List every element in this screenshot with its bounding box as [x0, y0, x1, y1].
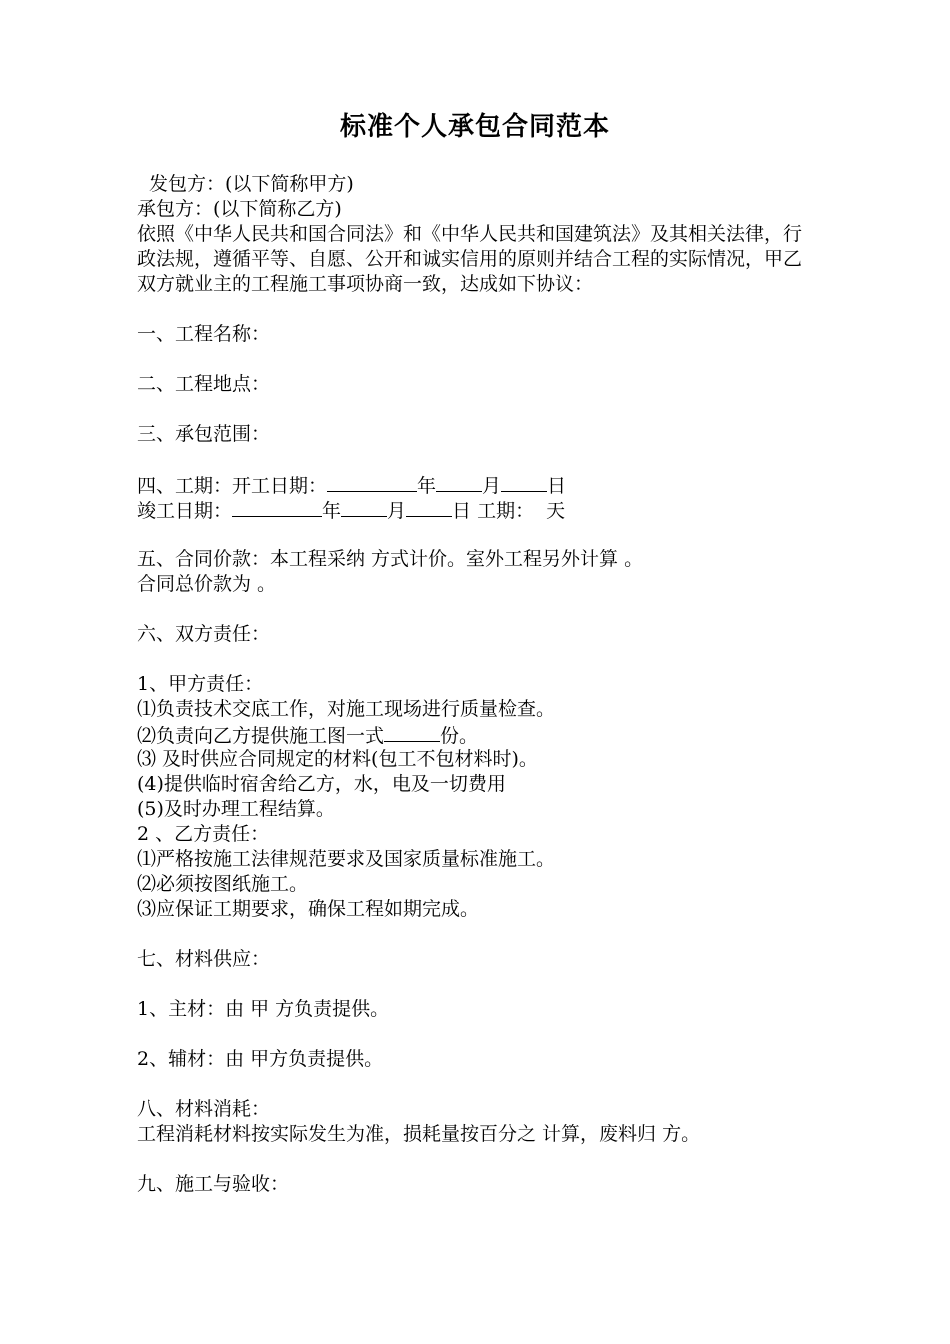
section-project-location: 二、工程地点： [137, 373, 271, 395]
document-title: 标准个人承包合同范本 [339, 112, 610, 142]
section-contract-price: 五、合同价款：本工程采纳 方式计价。室外工程另外计算 。 [137, 548, 644, 570]
party-a-item-3: ⑶ 及时供应合同规定的材料(包工不包材料时)。 [137, 748, 538, 770]
spacer [137, 397, 817, 422]
party-a-item-2 [137, 722, 817, 747]
party-a-item-4: (4)提供临时宿舍给乙方，水，电及一切费用 [137, 773, 506, 795]
section-construction-acceptance: 九、施工与验收： [137, 1173, 290, 1195]
spacer [137, 1147, 817, 1172]
copies-blank [384, 722, 440, 742]
start-date-label: 四、工期：开工日期： [137, 475, 328, 497]
section-start-date [137, 472, 817, 497]
party-a-item-5: (5)及时办理工程结算。 [137, 798, 335, 820]
drawings-copies-label: ⑵负责向乙方提供施工图一式 [137, 725, 385, 747]
main-material: 1、主材：由 甲 方负责提供。 [137, 998, 390, 1020]
spacer [137, 1072, 817, 1097]
spacer [137, 1022, 817, 1047]
document-body [137, 172, 817, 1197]
section-material-supply: 七、材料供应： [137, 948, 271, 970]
section-responsibilities: 六、双方责任： [137, 623, 271, 645]
year-label: 年 [417, 475, 437, 497]
month-label: 月 [387, 500, 407, 522]
year-label: 年 [322, 500, 342, 522]
day-label: 日 [547, 475, 567, 497]
party-a-responsibility-title: 1、甲方责任： [137, 673, 264, 695]
preamble-paragraph: 依照《中华人民共和国合同法》和《中华人民共和国建筑法》及其相关法律，行政法规，遵循平等、自愿、公开和诚实信用的原则并结合工程的实际情况，甲乙双方就业主的工程施工事项协商一致，达成如下协议： [137, 223, 803, 295]
spacer [137, 297, 817, 322]
section-material-consumption: 八、材料消耗： [137, 1098, 271, 1120]
spacer [137, 922, 817, 947]
auxiliary-material: 2、辅材：由 甲方负责提供。 [137, 1048, 384, 1070]
month-label: 月 [482, 475, 502, 497]
duration-label: 工期： 天 [471, 500, 566, 522]
contract-total-price: 合同总价款为 。 [137, 573, 277, 595]
party-b-line: 承包方：(以下简称乙方) [137, 198, 342, 220]
start-year-blank [327, 472, 417, 492]
party-b-item-2: ⑵必须按图纸施工。 [137, 873, 309, 895]
day-label: 日 [452, 500, 472, 522]
spacer [137, 597, 817, 622]
spacer [137, 522, 817, 547]
end-month-blank [341, 497, 387, 517]
end-year-blank [232, 497, 322, 517]
material-consumption-text: 工程消耗材料按实际发生为准，损耗量按百分之 计算，废料归 方。 [137, 1123, 701, 1145]
copies-suffix: 份。 [440, 725, 479, 747]
section-scope: 三、承包范围： [137, 423, 271, 445]
start-month-blank [436, 472, 482, 492]
party-b-responsibility-title: 2 、乙方责任： [137, 823, 270, 845]
section-end-date [137, 497, 817, 522]
spacer [137, 347, 817, 372]
start-day-blank [501, 472, 547, 492]
spacer [137, 972, 817, 997]
end-date-label: 竣工日期： [137, 500, 233, 522]
party-a-line: 发包方：(以下简称甲方) [149, 173, 354, 195]
party-b-item-3: ⑶应保证工期要求，确保工程如期完成。 [137, 898, 480, 920]
party-a-item-1: ⑴负责技术交底工作，对施工现场进行质量检查。 [137, 698, 556, 720]
section-project-name: 一、工程名称： [137, 323, 271, 345]
spacer [137, 447, 817, 472]
spacer [137, 647, 817, 672]
end-day-blank [406, 497, 452, 517]
party-b-item-1: ⑴严格按施工法律规范要求及国家质量标准施工。 [137, 848, 556, 870]
